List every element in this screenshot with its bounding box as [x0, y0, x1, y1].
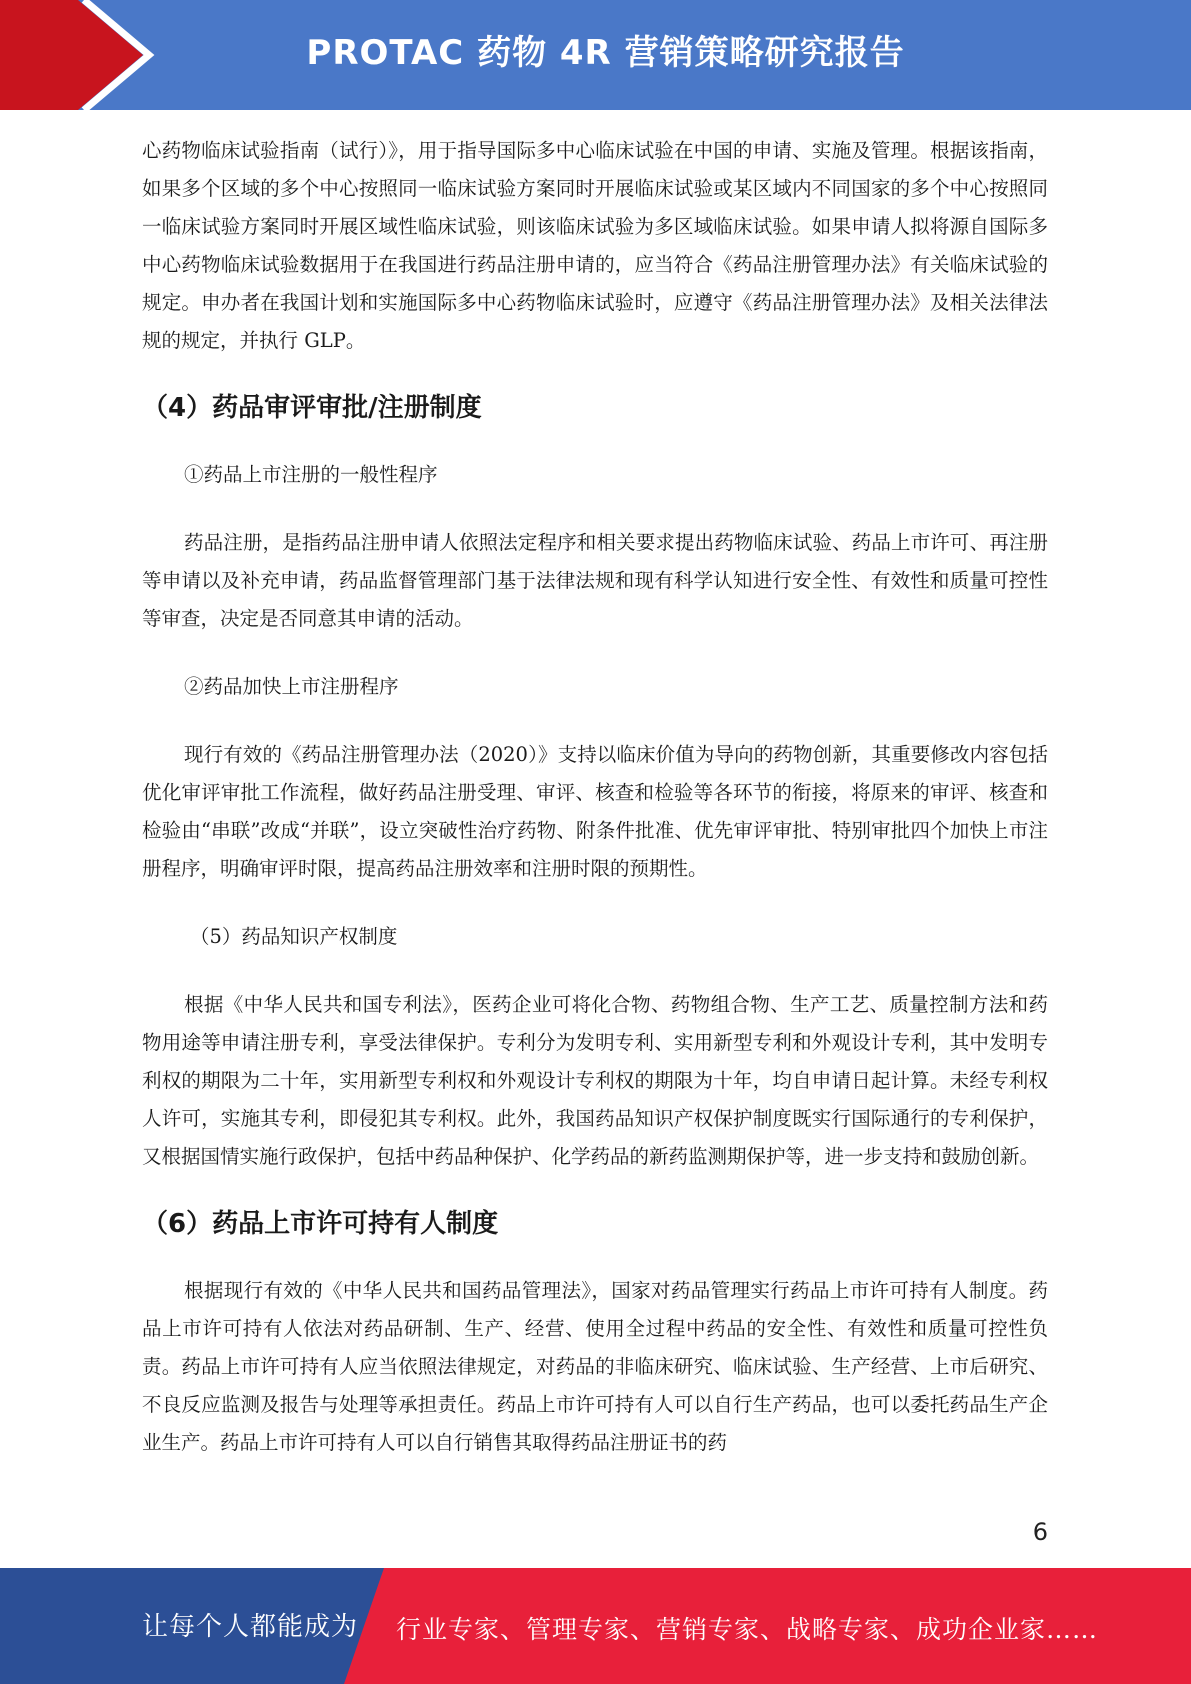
- footer-slogan-right: 行业专家、管理专家、营销专家、战略专家、成功企业家……: [396, 1615, 1099, 1644]
- footer-slogan-left: 让每个人都能成为: [142, 1612, 359, 1642]
- section-heading-approval-registration: （4）药品审评审批/注册制度: [142, 393, 482, 423]
- section-heading-mah-system: （6）药品上市许可持有人制度: [142, 1209, 499, 1239]
- subheading-accelerated-procedure: ②药品加快上市注册程序: [184, 675, 399, 698]
- subheading-ip-system: （5）药品知识产权制度: [190, 925, 398, 948]
- paragraph-patent-law: 根据《中华人民共和国专利法》，医药企业可将化合物、药物组合物、生产工艺、质量控制方法和药物用途等申请注册专利，享受法律保护。专利分为发明专利、实用新型专利和外观设计专利，其中发明专利权的期限为二十年，实用新型专利权和外观设计专利权的期限为十年，均自申请日起计算。未经专利权人许可，实施其专利，即侵犯其专利权。此外，我国药品知识产权保护制度既实行国际通行的专利保护，又根据国情实施行政保护，包括中药品种保护、化学药品的新药监测期保护等，进一步支持和鼓励创新。: [142, 993, 1048, 1168]
- paragraph-registration-measures: 现行有效的《药品注册管理办法（2020）》支持以临床价值为导向的药物创新，其重要修改内容包括优化审评审批工作流程，做好药品注册受理、审评、核查和检验等各环节的衔接，将原来的审评、核查和检验由“串联”改成“并联”，设立突破性治疗药物、附条件批准、优先审评审批、特别审批四个加快上市注册程序，明确审评时限，提高药品注册效率和注册时限的预期性。: [142, 743, 1048, 880]
- page-body: [142, 132, 1048, 1462]
- page-footer: [0, 1568, 1191, 1684]
- page-header: [0, 0, 1191, 110]
- paragraph-multicenter-trials: 心药物临床试验指南（试行）》，用于指导国际多中心临床试验在中国的申请、实施及管理。根据该指南，如果多个区域的多个中心按照同一临床试验方案同时开展临床试验或某区域内不同国家的多个中心按照同一临床试验方案同时开展区域性临床试验，则该临床试验为多区域临床试验。如果申请人拟将源自国际多中心药物临床试验数据用于在我国进行药品注册申请的，应当符合《药品注册管理办法》有关临床试验的规定。申办者在我国计划和实施国际多中心药物临床试验时，应遵守《药品注册管理办法》及相关法律法规的规定，并执行 GLP。: [142, 139, 1048, 352]
- subheading-general-procedure: ①药品上市注册的一般性程序: [184, 463, 438, 486]
- paragraph-mah-system: 根据现行有效的《中华人民共和国药品管理法》，国家对药品管理实行药品上市许可持有人制度。药品上市许可持有人依法对药品研制、生产、经营、使用全过程中药品的安全性、有效性和质量可控性负责。药品上市许可持有人应当依照法律规定，对药品的非临床研究、临床试验、生产经营、上市后研究、不良反应监测及报告与处理等承担责任。药品上市许可持有人可以自行生产药品，也可以委托药品生产企业生产。药品上市许可持有人可以自行销售其取得药品注册证书的药: [142, 1279, 1048, 1454]
- page-number: 6: [1032, 1518, 1048, 1546]
- paragraph-drug-registration: 药品注册，是指药品注册申请人依照法定程序和相关要求提出药物临床试验、药品上市许可、再注册等申请以及补充申请，药品监督管理部门基于法律法规和现有科学认知进行安全性、有效性和质量可控性等审查，决定是否同意其申请的活动。: [142, 531, 1048, 630]
- report-title: PROTAC 药物 4R 营销策略研究报告: [306, 33, 905, 73]
